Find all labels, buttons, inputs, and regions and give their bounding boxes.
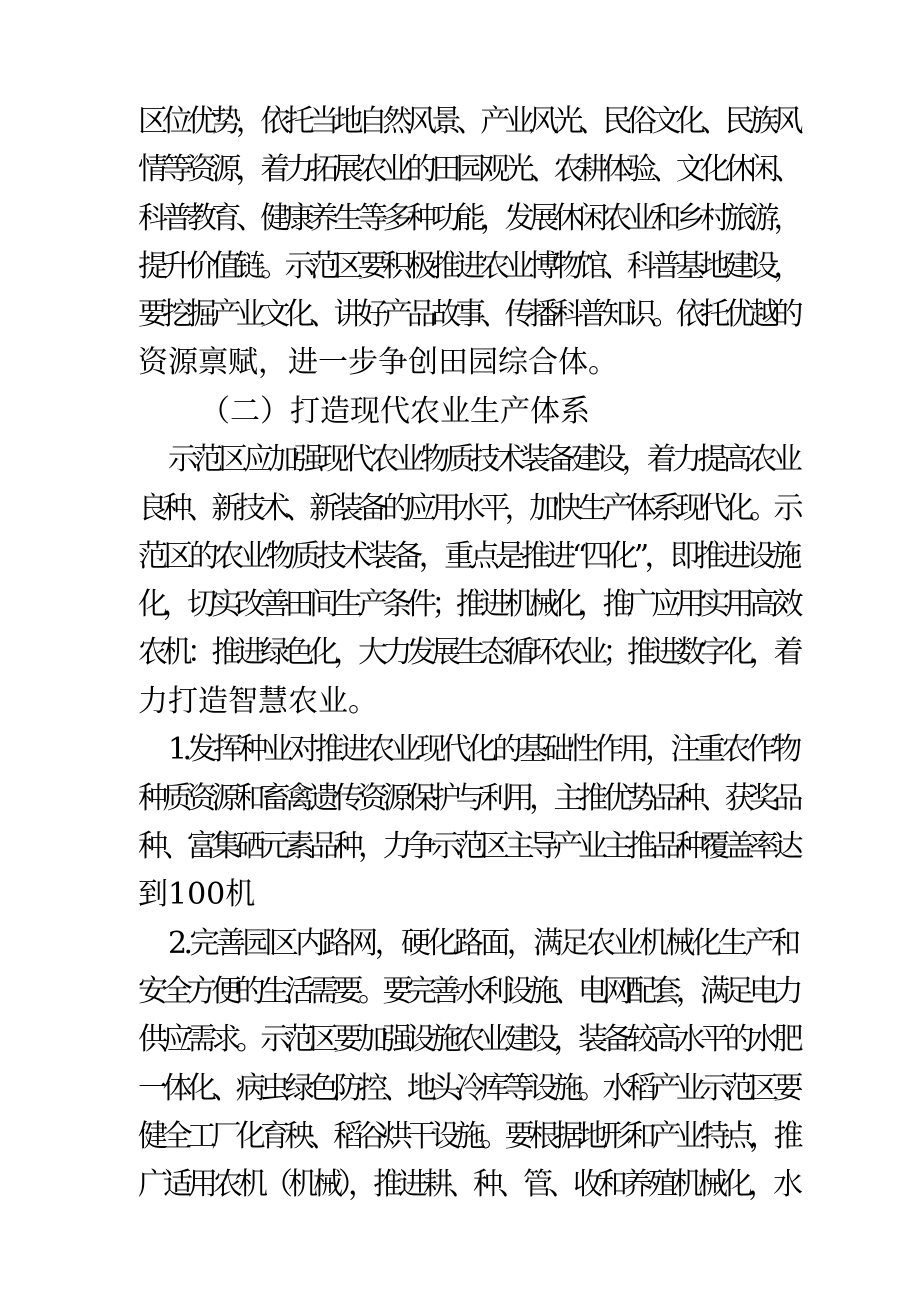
text-line: 区位优势，依托当地自然风景、产业风光、民俗文化、民族风 — [138, 104, 798, 139]
text-line: 供应需求。示范区要加强设施农业建设，装备较高水平的水肥 — [138, 1022, 798, 1057]
text-line: 资源禀赋，进一步争创田园综合体。 — [138, 345, 618, 380]
text-line: 良种、新技术、新装备的应用水平，加快生产体系现代化。示 — [138, 491, 798, 526]
text-line: 广适用农机（机械），推进耕、种、管、收和养殖机械化，水 — [138, 1167, 798, 1202]
section-heading: （二）打造现代农业生产体系 — [200, 394, 590, 429]
text-line: 健全工厂化育秧、稻谷烘干设施。要根据地形和产业特点，推 — [138, 1119, 798, 1154]
text-line: 2.完善园区内路网，硬化路面，满足农业机械化生产和 — [168, 926, 798, 961]
text-line: 种质资源和畜禽遗传资源保护与利用，主推优势品种、获奖品 — [138, 781, 798, 816]
text-line: 要挖掘产业文化、讲好产品故事、传播科普知识。依托优越的 — [138, 297, 798, 332]
text-line: 农机：推进绿色化，大力发展生态循环农业；推进数字化，着 — [138, 635, 798, 670]
text-line: 范区的农业物质技术装备，重点是推进“四化”，即推进设施 — [138, 539, 798, 574]
text-line: 示范区应加强现代农业物质技术装备建设，着力提高农业 — [168, 442, 798, 477]
text-line: 化，切实改善田间生产条件；推进机械化，推广应用实用高效 — [138, 587, 798, 622]
text-line: 提升价值链。示范区要积极推进农业博物馆、科普基地建设， — [138, 249, 798, 284]
text-line: 情等资源，着力拓展农业的田园观光、农耕体验、文化休闲、 — [138, 152, 798, 187]
text-line: 安全方便的生活需要。要完善水利设施、电网配套，满足电力 — [138, 974, 798, 1009]
text-line: 一体化、病虫绿色防控、地头冷库等设施。水稻产业示范区要 — [138, 1071, 798, 1106]
text-line: 力打造智慧农业。 — [138, 684, 378, 719]
text-line: 1.发挥种业对推进农业现代化的基础性作用，注重农作物 — [168, 732, 798, 767]
text-line: 科普教育、健康养生等多种功能，发展休闲农业和乡村旅游， — [138, 201, 798, 236]
text-line: 到100机 — [138, 877, 256, 912]
text-line: 种、富集硒元素品种，力争示范区主导产业主推品种覆盖率达 — [138, 829, 798, 864]
